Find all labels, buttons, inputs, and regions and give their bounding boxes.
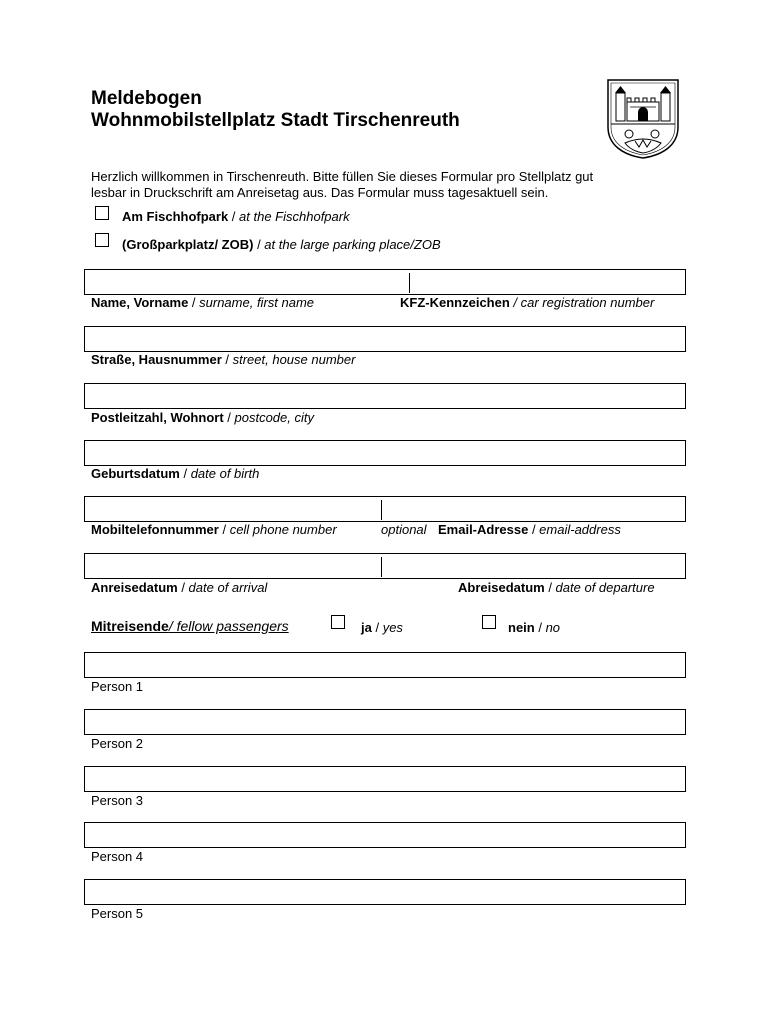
optional-label: optional xyxy=(381,522,427,537)
person-1-label: Person 1 xyxy=(91,679,144,694)
birth-date-field[interactable] xyxy=(84,440,686,466)
name-label: Name, Vorname / surname, first name xyxy=(91,295,315,310)
departure-label: Abreisedatum / date of departure xyxy=(458,580,655,595)
coat-of-arms-icon xyxy=(605,77,681,160)
person-2-label: Person 2 xyxy=(91,736,144,751)
person-5-label: Person 5 xyxy=(91,906,144,921)
checkbox-grossparkplatz[interactable] xyxy=(95,233,109,247)
phone-label: Mobiltelefonnummer / cell phone number xyxy=(91,522,337,537)
person-4-label: Person 4 xyxy=(91,849,144,864)
intro-text-line1: Herzlich willkommen in Tirschenreuth. Bitte füllen Sie dieses Formular pro Stellplatz gut xyxy=(91,169,594,184)
phone-email-field[interactable] xyxy=(84,496,686,522)
field-divider xyxy=(381,557,382,577)
birth-date-label: Geburtsdatum / date of birth xyxy=(91,466,260,481)
person-5-field[interactable] xyxy=(84,879,686,905)
person-4-field[interactable] xyxy=(84,822,686,848)
street-field[interactable] xyxy=(84,326,686,352)
passengers-heading: Mitreisende/ fellow passengers xyxy=(91,618,289,634)
person-1-field[interactable] xyxy=(84,652,686,678)
no-label: nein / no xyxy=(508,620,561,635)
field-divider xyxy=(381,500,382,520)
yes-label: ja / yes xyxy=(361,620,403,635)
person-2-field[interactable] xyxy=(84,709,686,735)
plate-label: KFZ-Kennzeichen / car registration number xyxy=(400,295,655,310)
dates-field[interactable] xyxy=(84,553,686,579)
postcode-field[interactable] xyxy=(84,383,686,409)
checkbox-yes[interactable] xyxy=(331,615,345,629)
name-plate-field[interactable] xyxy=(84,269,686,295)
street-label: Straße, Hausnummer / street, house number xyxy=(91,352,356,367)
email-label: Email-Adresse / email-address xyxy=(438,522,621,537)
checkbox-fischhofpark[interactable] xyxy=(95,206,109,220)
intro-text-line2: lesbar in Druckschrift am Anreisetag aus. Das Formular muss tagesaktuell sein. xyxy=(91,185,549,200)
option-grossparkplatz: (Großparkplatz/ ZOB) / at the large parking place/ZOB xyxy=(122,237,441,252)
postcode-label: Postleitzahl, Wohnort / postcode, city xyxy=(91,410,314,425)
option-fischhofpark: Am Fischhofpark / at the Fischhofpark xyxy=(122,209,350,224)
arrival-label: Anreisedatum / date of arrival xyxy=(91,580,268,595)
form-title: Meldebogen xyxy=(91,88,202,109)
field-divider xyxy=(409,273,410,293)
checkbox-no[interactable] xyxy=(482,615,496,629)
person-3-field[interactable] xyxy=(84,766,686,792)
person-3-label: Person 3 xyxy=(91,793,144,808)
form-subtitle: Wohnmobilstellplatz Stadt Tirschenreuth xyxy=(91,110,460,131)
